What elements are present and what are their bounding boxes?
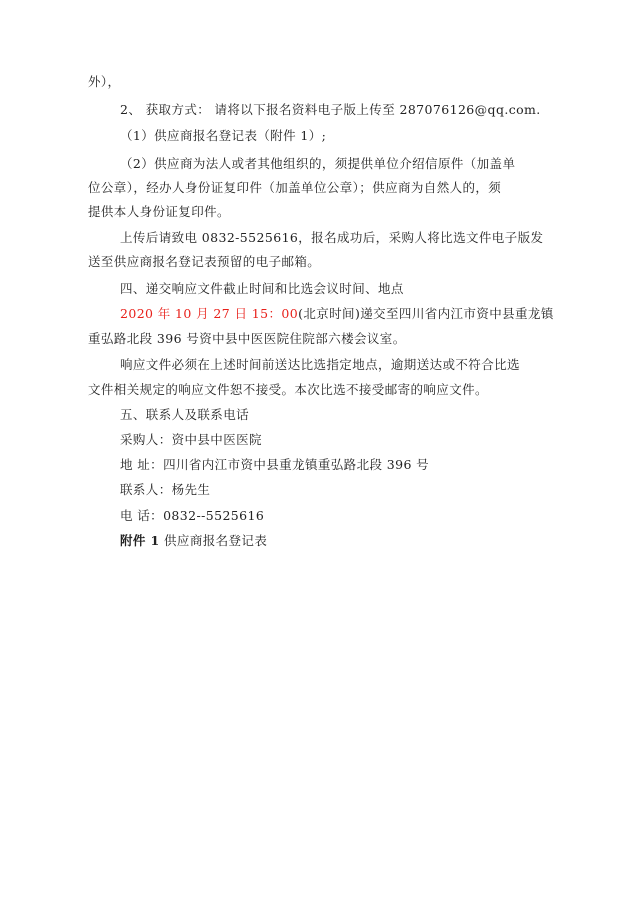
text-line-6 (88, 204, 230, 220)
line-15-text: 采购人：资中县中医医院 (120, 432, 262, 447)
text-line-17 (120, 482, 210, 498)
text-line-5 (88, 180, 501, 196)
line-16-text: 地 址：四川省内江市资中县重龙镇重弘路北段 396 号 (120, 457, 430, 472)
text-line-12 (120, 357, 520, 373)
line-3-text: （1）供应商报名登记表（附件 1）; (120, 128, 327, 143)
deadline-time: 2020 年 10 月 27 日 15：00 (120, 306, 299, 321)
text-line-16 (120, 457, 429, 473)
text-line-14 (120, 407, 249, 423)
line-17-text: 联系人：杨先生 (120, 482, 211, 497)
text-line-3 (120, 128, 326, 144)
attachment-label: 附件 1 (120, 533, 160, 548)
line-5-text: 位公章），经办人身份证复印件（加盖单位公章）；供应商为自然人的，须 (88, 180, 502, 195)
line-9-text: 四、递交响应文件截止时间和比选会议时间、地点 (120, 281, 404, 296)
text-line-10 (120, 306, 554, 322)
line-19-text: 供应商报名登记表 (159, 533, 268, 548)
line-7-text: 上传后请致电 0832-5525616，报名成功后，采购人将比选文件电子版发 (120, 230, 544, 245)
line-10-text: (北京时间)递交至四川省内江市资中县重龙镇 (298, 306, 554, 321)
text-line-18 (120, 508, 264, 524)
line-11-text: 重弘路北段 396 号资中县中医医院住院部六楼会议室。 (88, 331, 406, 346)
text-line-9 (120, 281, 404, 297)
text-line-19 (120, 533, 267, 549)
text-line-13 (88, 382, 488, 398)
line-12-text: 响应文件必须在上述时间前送达比选指定地点，逾期送达或不符合比选 (120, 357, 520, 372)
line-14-text: 五、联系人及联系电话 (120, 407, 250, 422)
text-line-7 (120, 230, 543, 246)
text-line-2 (120, 102, 541, 118)
line-18-text: 电 话：0832--5525616 (120, 508, 265, 523)
text-line-15 (120, 432, 262, 448)
text-line-11 (88, 331, 406, 347)
line-8-text: 送至供应商报名登记表预留的电子邮箱。 (88, 254, 321, 269)
text-line-4 (120, 156, 515, 172)
line-13-text: 文件相关规定的响应文件恕不接受。本次比选不接受邮寄的响应文件。 (88, 382, 488, 397)
text-line-8 (88, 254, 320, 270)
line-1-text: 外）， (88, 74, 121, 89)
line-4-text: （2）供应商为法人或者其他组织的，须提供单位介绍信原件（加盖单 (120, 156, 516, 171)
text-line-1 (88, 74, 120, 90)
line-6-text: 提供本人身份证复印件。 (88, 204, 230, 219)
line-2-text: 2、 获取方式： 请将以下报名资料电子版上传至 287076126@qq.com. (120, 102, 541, 117)
